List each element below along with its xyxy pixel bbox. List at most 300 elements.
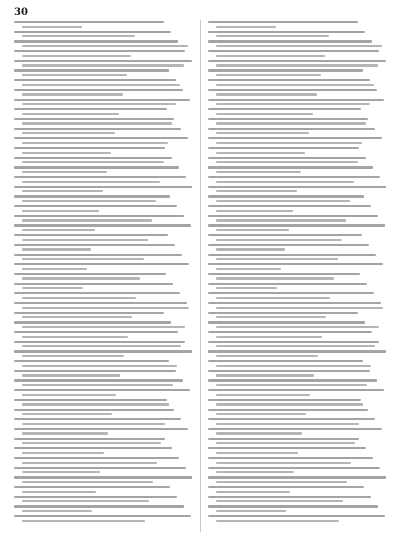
list-item	[208, 504, 386, 514]
list-item	[208, 98, 386, 108]
unreadable-print-line	[22, 190, 103, 192]
unreadable-print-line	[216, 374, 314, 376]
list-item	[14, 330, 192, 340]
list-item	[14, 194, 192, 204]
list-item	[208, 485, 386, 495]
unreadable-print-line	[22, 297, 136, 299]
list-item	[208, 165, 386, 175]
unreadable-print-line	[22, 442, 161, 444]
unreadable-print-line	[22, 336, 128, 338]
list-item	[208, 514, 386, 524]
list-item	[208, 20, 386, 30]
unreadable-print-line	[22, 326, 185, 328]
list-item	[208, 456, 386, 466]
unreadable-print-line	[22, 239, 148, 241]
entry-columns	[14, 20, 386, 532]
unreadable-print-line	[208, 341, 379, 343]
unreadable-print-line	[14, 50, 185, 52]
list-item	[14, 282, 192, 292]
unreadable-print-line	[208, 89, 377, 91]
unreadable-print-line	[14, 341, 185, 343]
list-item	[14, 20, 192, 30]
unreadable-print-line	[208, 118, 368, 120]
unreadable-print-line	[14, 476, 192, 478]
unreadable-print-line	[208, 486, 364, 488]
unreadable-print-line	[216, 520, 339, 522]
unreadable-print-line	[22, 181, 160, 183]
list-item	[208, 39, 386, 49]
unreadable-print-line	[14, 350, 192, 352]
unreadable-print-line	[22, 316, 132, 318]
unreadable-print-line	[208, 467, 380, 469]
list-item	[208, 272, 386, 282]
unreadable-print-line	[14, 108, 167, 110]
unreadable-print-line	[208, 137, 382, 139]
list-item	[208, 204, 386, 214]
list-item	[14, 446, 192, 456]
list-item	[208, 253, 386, 263]
unreadable-print-line	[208, 505, 378, 507]
list-item	[14, 398, 192, 408]
unreadable-print-line	[14, 312, 164, 314]
unreadable-print-line	[216, 307, 383, 309]
unreadable-print-line	[208, 50, 379, 52]
unreadable-print-line	[216, 93, 317, 95]
unreadable-print-line	[208, 99, 384, 101]
unreadable-print-line	[22, 142, 168, 144]
unreadable-print-line	[14, 157, 172, 159]
unreadable-print-line	[14, 69, 169, 71]
unreadable-print-line	[216, 365, 371, 367]
unreadable-print-line	[208, 399, 361, 401]
list-item	[208, 369, 386, 379]
list-item	[208, 156, 386, 166]
list-item	[208, 88, 386, 98]
unreadable-print-line	[14, 331, 178, 333]
list-item	[14, 214, 192, 224]
unreadable-print-line	[22, 481, 153, 483]
unreadable-print-line	[22, 64, 184, 66]
list-item	[14, 165, 192, 175]
unreadable-print-line	[216, 219, 346, 221]
unreadable-print-line	[216, 471, 294, 473]
list-item	[208, 340, 386, 350]
unreadable-print-line	[14, 128, 181, 130]
unreadable-print-line	[14, 389, 190, 391]
unreadable-print-line	[216, 152, 305, 154]
unreadable-print-line	[216, 481, 347, 483]
unreadable-print-line	[208, 40, 372, 42]
unreadable-print-line	[14, 496, 177, 498]
unreadable-print-line	[22, 103, 176, 105]
column-divider	[200, 20, 201, 532]
unreadable-print-line	[216, 210, 293, 212]
list-item	[14, 88, 192, 98]
unreadable-print-line	[216, 413, 306, 415]
unreadable-print-line	[14, 438, 165, 440]
list-item	[14, 233, 192, 243]
unreadable-print-line	[216, 103, 370, 105]
unreadable-print-line	[22, 229, 95, 231]
unreadable-print-line	[208, 370, 370, 372]
list-item	[208, 243, 386, 253]
list-item	[208, 398, 386, 408]
list-item	[14, 408, 192, 418]
unreadable-print-line	[208, 234, 362, 236]
unreadable-print-line	[216, 171, 301, 173]
unreadable-print-line	[22, 84, 180, 86]
unreadable-print-line	[208, 312, 358, 314]
list-item	[208, 30, 386, 40]
list-item	[14, 437, 192, 447]
unreadable-print-line	[14, 234, 168, 236]
unreadable-print-line	[216, 229, 289, 231]
unreadable-print-line	[14, 215, 184, 217]
list-item	[208, 214, 386, 224]
list-item	[14, 291, 192, 301]
unreadable-print-line	[208, 166, 373, 168]
unreadable-print-line	[14, 40, 178, 42]
unreadable-print-line	[14, 467, 186, 469]
unreadable-print-line	[208, 389, 384, 391]
unreadable-print-line	[216, 74, 321, 76]
unreadable-print-line	[208, 128, 375, 130]
list-item	[14, 262, 192, 272]
unreadable-print-line	[208, 21, 358, 23]
unreadable-print-line	[216, 326, 379, 328]
list-item	[14, 456, 192, 466]
list-item	[14, 311, 192, 321]
unreadable-print-line	[14, 447, 172, 449]
unreadable-print-line	[216, 297, 330, 299]
list-item	[208, 262, 386, 272]
unreadable-print-line	[216, 287, 277, 289]
list-item	[208, 59, 386, 69]
left-column	[14, 20, 192, 532]
unreadable-print-line	[208, 447, 366, 449]
unreadable-print-line	[208, 283, 367, 285]
list-item	[208, 417, 386, 427]
list-item	[208, 475, 386, 485]
list-item	[208, 223, 386, 233]
unreadable-print-line	[208, 157, 366, 159]
list-item	[14, 320, 192, 330]
unreadable-print-line	[208, 69, 363, 71]
unreadable-print-line	[14, 273, 166, 275]
unreadable-print-line	[22, 55, 131, 57]
unreadable-print-line	[14, 302, 187, 304]
list-item	[208, 282, 386, 292]
unreadable-print-line	[216, 142, 362, 144]
list-item	[208, 49, 386, 59]
unreadable-print-line	[14, 186, 192, 188]
unreadable-print-line	[216, 200, 350, 202]
unreadable-print-line	[22, 462, 157, 464]
unreadable-print-line	[22, 161, 164, 163]
list-item	[14, 117, 192, 127]
unreadable-print-line	[208, 108, 361, 110]
list-item	[14, 495, 192, 505]
unreadable-print-line	[216, 161, 358, 163]
unreadable-print-line	[216, 132, 309, 134]
unreadable-print-line	[216, 462, 351, 464]
page-number: 30	[14, 7, 28, 18]
list-item	[208, 388, 386, 398]
unreadable-print-line	[14, 31, 171, 33]
unreadable-print-line	[22, 248, 91, 250]
unreadable-print-line	[14, 205, 177, 207]
unreadable-print-line	[208, 438, 359, 440]
list-item	[14, 185, 192, 195]
unreadable-print-line	[22, 122, 172, 124]
unreadable-print-line	[14, 195, 170, 197]
unreadable-print-line	[216, 113, 313, 115]
right-column	[208, 20, 386, 532]
unreadable-print-line	[22, 200, 156, 202]
unreadable-print-line	[208, 205, 371, 207]
unreadable-print-line	[208, 224, 385, 226]
list-item	[14, 359, 192, 369]
unreadable-print-line	[208, 350, 386, 352]
list-item	[14, 39, 192, 49]
unreadable-print-line	[216, 355, 318, 357]
list-item	[14, 98, 192, 108]
unreadable-print-line	[208, 457, 373, 459]
unreadable-print-line	[216, 277, 334, 279]
list-item	[14, 475, 192, 485]
list-item	[14, 485, 192, 495]
list-item	[208, 349, 386, 359]
unreadable-print-line	[208, 476, 386, 478]
unreadable-print-line	[22, 365, 177, 367]
list-item	[208, 495, 386, 505]
unreadable-print-line	[208, 428, 382, 430]
unreadable-print-line	[14, 505, 184, 507]
unreadable-print-line	[216, 84, 374, 86]
list-item	[208, 330, 386, 340]
unreadable-print-line	[208, 254, 376, 256]
unreadable-print-line	[22, 384, 173, 386]
list-item	[208, 233, 386, 243]
unreadable-print-line	[22, 93, 123, 95]
unreadable-print-line	[216, 190, 297, 192]
unreadable-print-line	[14, 399, 167, 401]
list-item	[14, 127, 192, 137]
unreadable-print-line	[22, 307, 189, 309]
unreadable-print-line	[14, 137, 188, 139]
unreadable-print-line	[216, 64, 378, 66]
list-item	[14, 340, 192, 350]
list-item	[208, 311, 386, 321]
list-item	[14, 78, 192, 88]
unreadable-print-line	[208, 186, 386, 188]
unreadable-print-line	[22, 74, 127, 76]
unreadable-print-line	[22, 403, 169, 405]
unreadable-print-line	[216, 510, 286, 512]
unreadable-print-line	[22, 219, 152, 221]
unreadable-print-line	[216, 491, 290, 493]
unreadable-print-line	[216, 432, 302, 434]
unreadable-print-line	[14, 457, 179, 459]
list-item	[208, 446, 386, 456]
unreadable-print-line	[216, 268, 281, 270]
unreadable-print-line	[14, 486, 170, 488]
list-item	[208, 117, 386, 127]
unreadable-print-line	[208, 360, 363, 362]
unreadable-print-line	[216, 55, 325, 57]
unreadable-print-line	[22, 26, 82, 28]
unreadable-print-line	[208, 273, 360, 275]
unreadable-print-line	[208, 147, 359, 149]
unreadable-print-line	[208, 515, 385, 517]
unreadable-print-line	[14, 254, 182, 256]
list-item	[14, 59, 192, 69]
list-item	[14, 388, 192, 398]
unreadable-print-line	[22, 520, 145, 522]
list-item	[14, 301, 192, 311]
list-item	[208, 301, 386, 311]
unreadable-print-line	[14, 176, 186, 178]
unreadable-print-line	[208, 331, 372, 333]
unreadable-print-line	[216, 403, 363, 405]
unreadable-print-line	[22, 500, 149, 502]
list-item	[14, 30, 192, 40]
list-item	[14, 146, 192, 156]
list-item	[208, 78, 386, 88]
unreadable-print-line	[216, 45, 382, 47]
list-item	[208, 68, 386, 78]
unreadable-print-line	[208, 176, 380, 178]
unreadable-print-line	[22, 171, 107, 173]
list-item	[14, 243, 192, 253]
list-item	[208, 320, 386, 330]
unreadable-print-line	[208, 496, 371, 498]
unreadable-print-line	[216, 336, 322, 338]
unreadable-print-line	[14, 21, 164, 23]
list-item	[208, 359, 386, 369]
list-item	[14, 223, 192, 233]
unreadable-print-line	[14, 263, 189, 265]
list-item	[208, 437, 386, 447]
unreadable-print-line	[216, 248, 285, 250]
unreadable-print-line	[22, 374, 120, 376]
unreadable-print-line	[208, 379, 377, 381]
unreadable-print-line	[208, 79, 370, 81]
list-item	[208, 146, 386, 156]
unreadable-print-line	[22, 45, 188, 47]
unreadable-print-line	[14, 370, 176, 372]
unreadable-print-line	[208, 31, 365, 33]
unreadable-print-line	[14, 321, 171, 323]
unreadable-print-line	[14, 166, 179, 168]
list-item	[208, 175, 386, 185]
unreadable-print-line	[216, 181, 354, 183]
unreadable-print-line	[22, 277, 140, 279]
unreadable-print-line	[216, 35, 329, 37]
unreadable-print-line	[14, 89, 183, 91]
list-item	[14, 49, 192, 59]
list-item	[14, 156, 192, 166]
unreadable-print-line	[208, 418, 375, 420]
list-item	[14, 68, 192, 78]
unreadable-print-line	[22, 355, 124, 357]
unreadable-print-line	[22, 423, 165, 425]
unreadable-print-line	[14, 118, 174, 120]
list-item	[14, 514, 192, 524]
unreadable-print-line	[14, 147, 165, 149]
unreadable-print-line	[216, 316, 326, 318]
unreadable-print-line	[14, 428, 188, 430]
unreadable-print-line	[14, 418, 181, 420]
unreadable-print-line	[216, 239, 342, 241]
list-item	[208, 408, 386, 418]
unreadable-print-line	[22, 210, 99, 212]
list-item	[208, 107, 386, 117]
unreadable-print-line	[22, 394, 116, 396]
list-item	[14, 378, 192, 388]
unreadable-print-line	[14, 409, 174, 411]
list-item	[14, 349, 192, 359]
unreadable-print-line	[216, 258, 338, 260]
unreadable-print-line	[22, 471, 100, 473]
unreadable-print-line	[22, 268, 87, 270]
list-item	[208, 427, 386, 437]
list-item	[14, 175, 192, 185]
unreadable-print-line	[22, 113, 119, 115]
list-item	[14, 369, 192, 379]
list-item	[208, 378, 386, 388]
unreadable-print-line	[14, 224, 191, 226]
list-item	[208, 466, 386, 476]
list-item	[208, 127, 386, 137]
list-item	[14, 417, 192, 427]
unreadable-print-line	[22, 132, 115, 134]
unreadable-print-line	[22, 491, 96, 493]
unreadable-print-line	[22, 432, 108, 434]
unreadable-print-line	[14, 99, 190, 101]
unreadable-print-line	[216, 345, 375, 347]
unreadable-print-line	[208, 321, 365, 323]
unreadable-print-line	[208, 302, 381, 304]
unreadable-print-line	[14, 283, 173, 285]
list-item	[208, 194, 386, 204]
list-item	[208, 136, 386, 146]
unreadable-print-line	[208, 195, 364, 197]
list-item	[14, 204, 192, 214]
unreadable-print-line	[216, 500, 343, 502]
unreadable-print-line	[216, 394, 310, 396]
unreadable-print-line	[216, 423, 359, 425]
unreadable-print-line	[216, 442, 355, 444]
unreadable-print-line	[216, 26, 276, 28]
unreadable-print-line	[14, 292, 180, 294]
unreadable-print-line	[22, 258, 144, 260]
unreadable-print-line	[208, 292, 374, 294]
list-item	[14, 504, 192, 514]
unreadable-print-line	[208, 60, 386, 62]
unreadable-print-line	[216, 384, 367, 386]
unreadable-print-line	[22, 452, 104, 454]
list-item	[14, 107, 192, 117]
list-item	[208, 291, 386, 301]
list-item	[14, 253, 192, 263]
unreadable-print-line	[208, 263, 383, 265]
unreadable-print-line	[208, 215, 378, 217]
unreadable-print-line	[22, 413, 112, 415]
unreadable-print-line	[14, 515, 191, 517]
unreadable-print-line	[14, 360, 169, 362]
list-item	[14, 272, 192, 282]
